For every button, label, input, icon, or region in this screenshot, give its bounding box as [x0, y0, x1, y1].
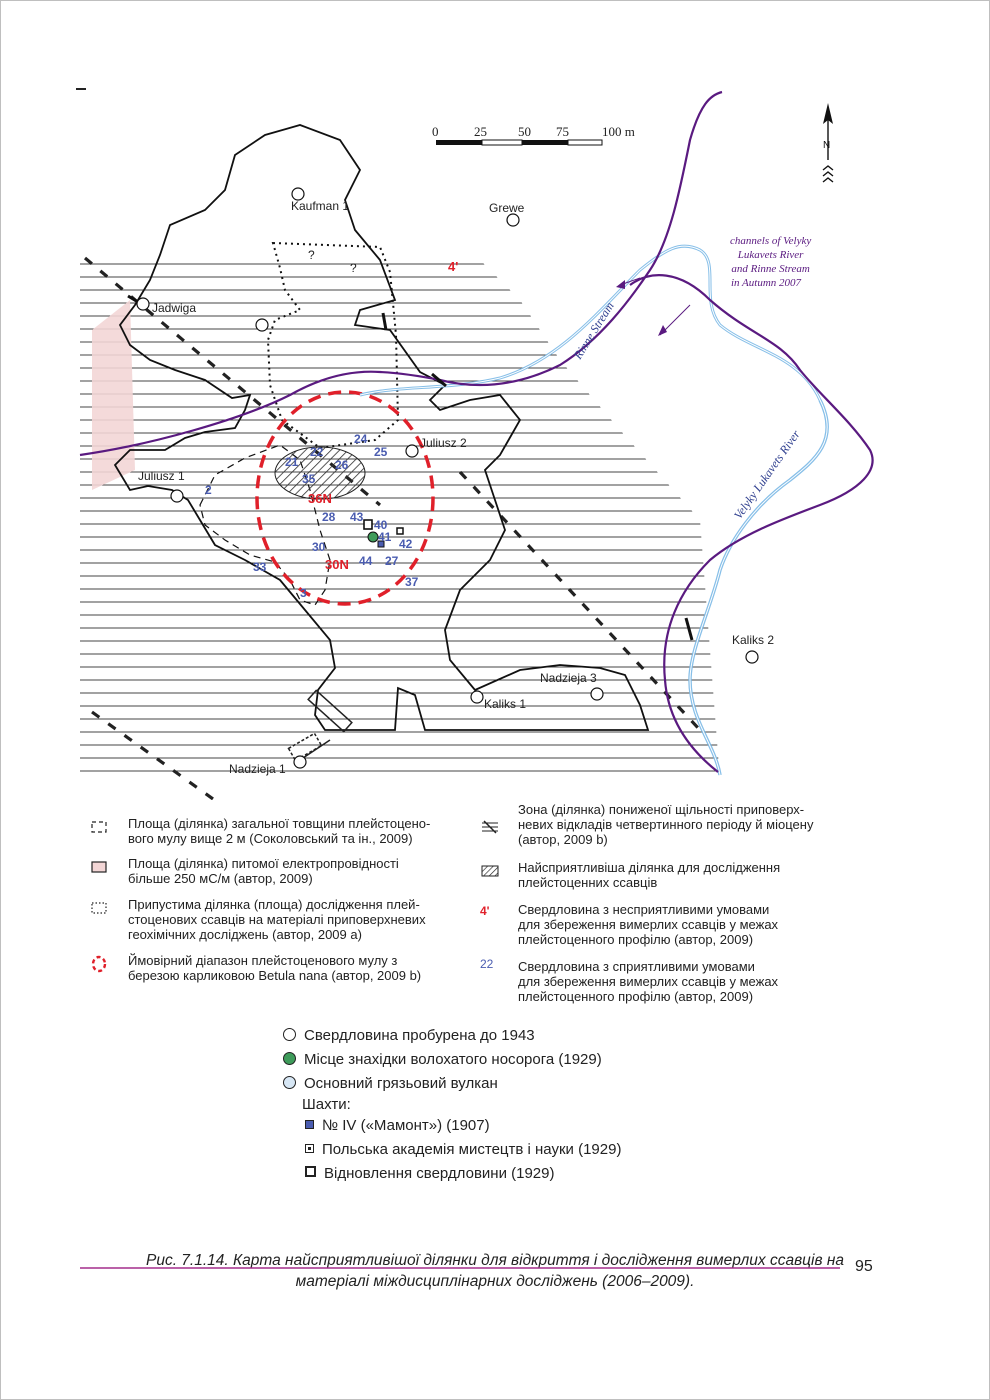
red-borehole-symbol: 4' — [480, 904, 490, 918]
shaft-academy-icon — [397, 528, 403, 534]
favorable-borehole-label: 44 — [359, 554, 373, 568]
legend-shaft-restoration — [305, 1165, 555, 1183]
favorable-borehole-label: 2 — [205, 483, 212, 497]
shaft-mammoth-icon — [305, 1120, 314, 1129]
north-label: N — [823, 140, 831, 151]
favorable-borehole-label: 25 — [374, 445, 388, 459]
river-channels-note: channels of Velyky Lukavets River and Rinne Stream in Autumn 2007 — [730, 235, 812, 289]
favorable-borehole-label: 41 — [378, 530, 392, 544]
favorable-borehole-label: 40 — [374, 518, 388, 532]
borehole-icon — [406, 445, 418, 457]
scale-tick: 0 — [432, 124, 439, 139]
favorable-borehole-label: 30 — [312, 540, 326, 554]
borehole-icon — [471, 691, 483, 703]
unknown-mark: ? — [308, 248, 315, 262]
red-dashed-circle-icon — [90, 955, 112, 973]
borehole-icon — [256, 319, 268, 331]
striped-arrows-icon — [480, 818, 502, 836]
shaft-restoration-icon — [364, 520, 372, 529]
page-number: 95 — [855, 1258, 873, 1275]
legend-text: Відновлення свердловини (1929) — [324, 1165, 555, 1182]
legend-text: № IV («Мамонт») (1907) — [322, 1117, 490, 1134]
favorable-borehole-label: 28 — [322, 510, 336, 524]
favorable-borehole-label: 27 — [385, 554, 399, 568]
legend-text: Польська академія мистецтв і науки (1929) — [322, 1141, 622, 1158]
hatched-box-icon — [480, 862, 502, 880]
unfavorable-borehole-label: 30N — [325, 557, 349, 572]
scale-tick: 50 — [518, 124, 531, 139]
dotted-box-icon — [90, 899, 112, 917]
north-arrow-icon — [823, 103, 833, 182]
legend-rhino — [283, 1051, 602, 1069]
borehole-label: Kaliks 2 — [732, 633, 775, 647]
legend-text: Площа (ділянка) загальної товщини плейстоцено- вого мулу вище 2 м (Соколовський та ін., 2009) — [128, 816, 431, 846]
legend-volcano — [283, 1075, 498, 1093]
legend-text: Шахти: — [302, 1096, 351, 1113]
favorable-borehole-label: 3 — [300, 586, 307, 600]
lukavets-river-label: Velyky Lukavets River — [730, 427, 803, 522]
legend-text: Свердловина пробурена до 1943 — [304, 1027, 535, 1044]
borehole-icon — [746, 651, 758, 663]
legend-text: Площа (ділянка) питомої електропровідності більше 250 мС/м (автор, 2009) — [128, 856, 399, 886]
borehole-icon — [507, 214, 519, 226]
borehole-icon — [591, 688, 603, 700]
legend-shaft-mammoth — [305, 1117, 490, 1135]
favorable-borehole-label: 37 — [405, 575, 419, 589]
conductivity-area — [92, 300, 135, 490]
pink-box-icon — [90, 858, 112, 876]
borehole-label: Grewe — [489, 201, 525, 215]
shaft-academy-icon — [305, 1144, 314, 1153]
legend-text: Свердловина з сприятливими умовами для збереження вимерлих ссавців у межах плейстоценного профілю (автор, 2009) — [518, 959, 779, 1004]
scale-tick: 100 m — [602, 124, 635, 139]
well-icon — [283, 1028, 296, 1041]
scale-tick: 75 — [556, 124, 569, 139]
legend-well — [283, 1027, 535, 1045]
legend-text: Припустима ділянка (площа) дослідження плей- стоценових ссавців на матеріалі приповерхневих геохімічних досліджень (автор, 2009 а) — [128, 897, 426, 942]
scale-bar — [432, 124, 635, 145]
borehole-icon — [137, 298, 149, 310]
shaft-restoration-icon — [305, 1166, 316, 1177]
unknown-mark: ? — [350, 261, 357, 275]
favorable-borehole-label: 42 — [399, 537, 413, 551]
favorable-borehole-label: 26 — [335, 458, 349, 472]
favorable-borehole-label: 33 — [253, 560, 267, 574]
silt-thickness-outline — [115, 125, 648, 730]
legend-text: Місце знахідки волохатого носорога (1929) — [304, 1051, 602, 1068]
legend-text: Зона (ділянка) пониженої щільності приповерх- невих відкладів четвертинного періоду й міоцену (автор, 2009 b) — [518, 802, 814, 847]
favorable-borehole-label: 35 — [302, 472, 316, 486]
legend-shafts-title — [302, 1096, 351, 1114]
footer-rule — [80, 1267, 840, 1270]
borehole-icon — [294, 756, 306, 768]
rinne-stream-label: Rinne Stream — [570, 299, 617, 362]
boreholes — [137, 188, 774, 776]
dashed-box-icon — [90, 818, 112, 836]
probable-study-area — [268, 243, 398, 448]
favorable-borehole-labels — [205, 432, 419, 600]
rhino-find-site-icon — [368, 532, 378, 542]
borehole-label: Juliusz 1 — [138, 469, 185, 483]
unfavorable-borehole-label: 4' — [448, 259, 459, 274]
borehole-icon — [171, 490, 183, 502]
favorable-borehole-label: 24 — [354, 432, 368, 446]
volcano-icon — [283, 1076, 296, 1089]
blue-borehole-symbol: 22 — [480, 957, 494, 971]
scale-tick: 25 — [474, 124, 487, 139]
favorable-borehole-label: 22 — [310, 445, 324, 459]
borehole-label: Kaliks 1 — [484, 697, 527, 711]
favorable-borehole-label: 21 — [285, 455, 299, 469]
unfavorable-borehole-label: 36N — [308, 491, 332, 506]
legend-shaft-academy — [305, 1141, 621, 1159]
legend-text: Основний грязьовий вулкан — [304, 1075, 498, 1092]
figure-caption: Рис. 7.1.14. Карта найсприятливішої ділянки для відкриття і дослідження вимерлих ссавців на матеріалі міждисциплінарних досліджень (2006–2009). — [145, 1252, 845, 1290]
shaft-structure — [289, 690, 352, 760]
borehole-label: Kaufman 1 — [291, 199, 350, 213]
river-outline — [80, 92, 722, 455]
legend-text: Свердловина з несприятливими умовами для збереження вимерлих ссавців у межах плейстоценного профілю (автор, 2009) — [518, 902, 779, 947]
rhino-icon — [283, 1052, 296, 1065]
borehole-label: Nadzieja 1 — [229, 762, 286, 776]
borehole-label: Nadzieja 3 — [540, 671, 597, 685]
favorable-borehole-label: 43 — [350, 510, 364, 524]
low-density-zone — [80, 264, 720, 771]
borehole-label: Jadwiga — [152, 301, 197, 315]
borehole-label: Juliusz 2 — [420, 436, 467, 450]
legend-text: Найсприятливіша ділянка для дослідження плейстоценних ссавців — [518, 860, 781, 890]
legend-text: Ймовірний діапазон плейстоценового мулу з березою карликовою Betula nana (автор, 2009 b) — [128, 953, 422, 983]
